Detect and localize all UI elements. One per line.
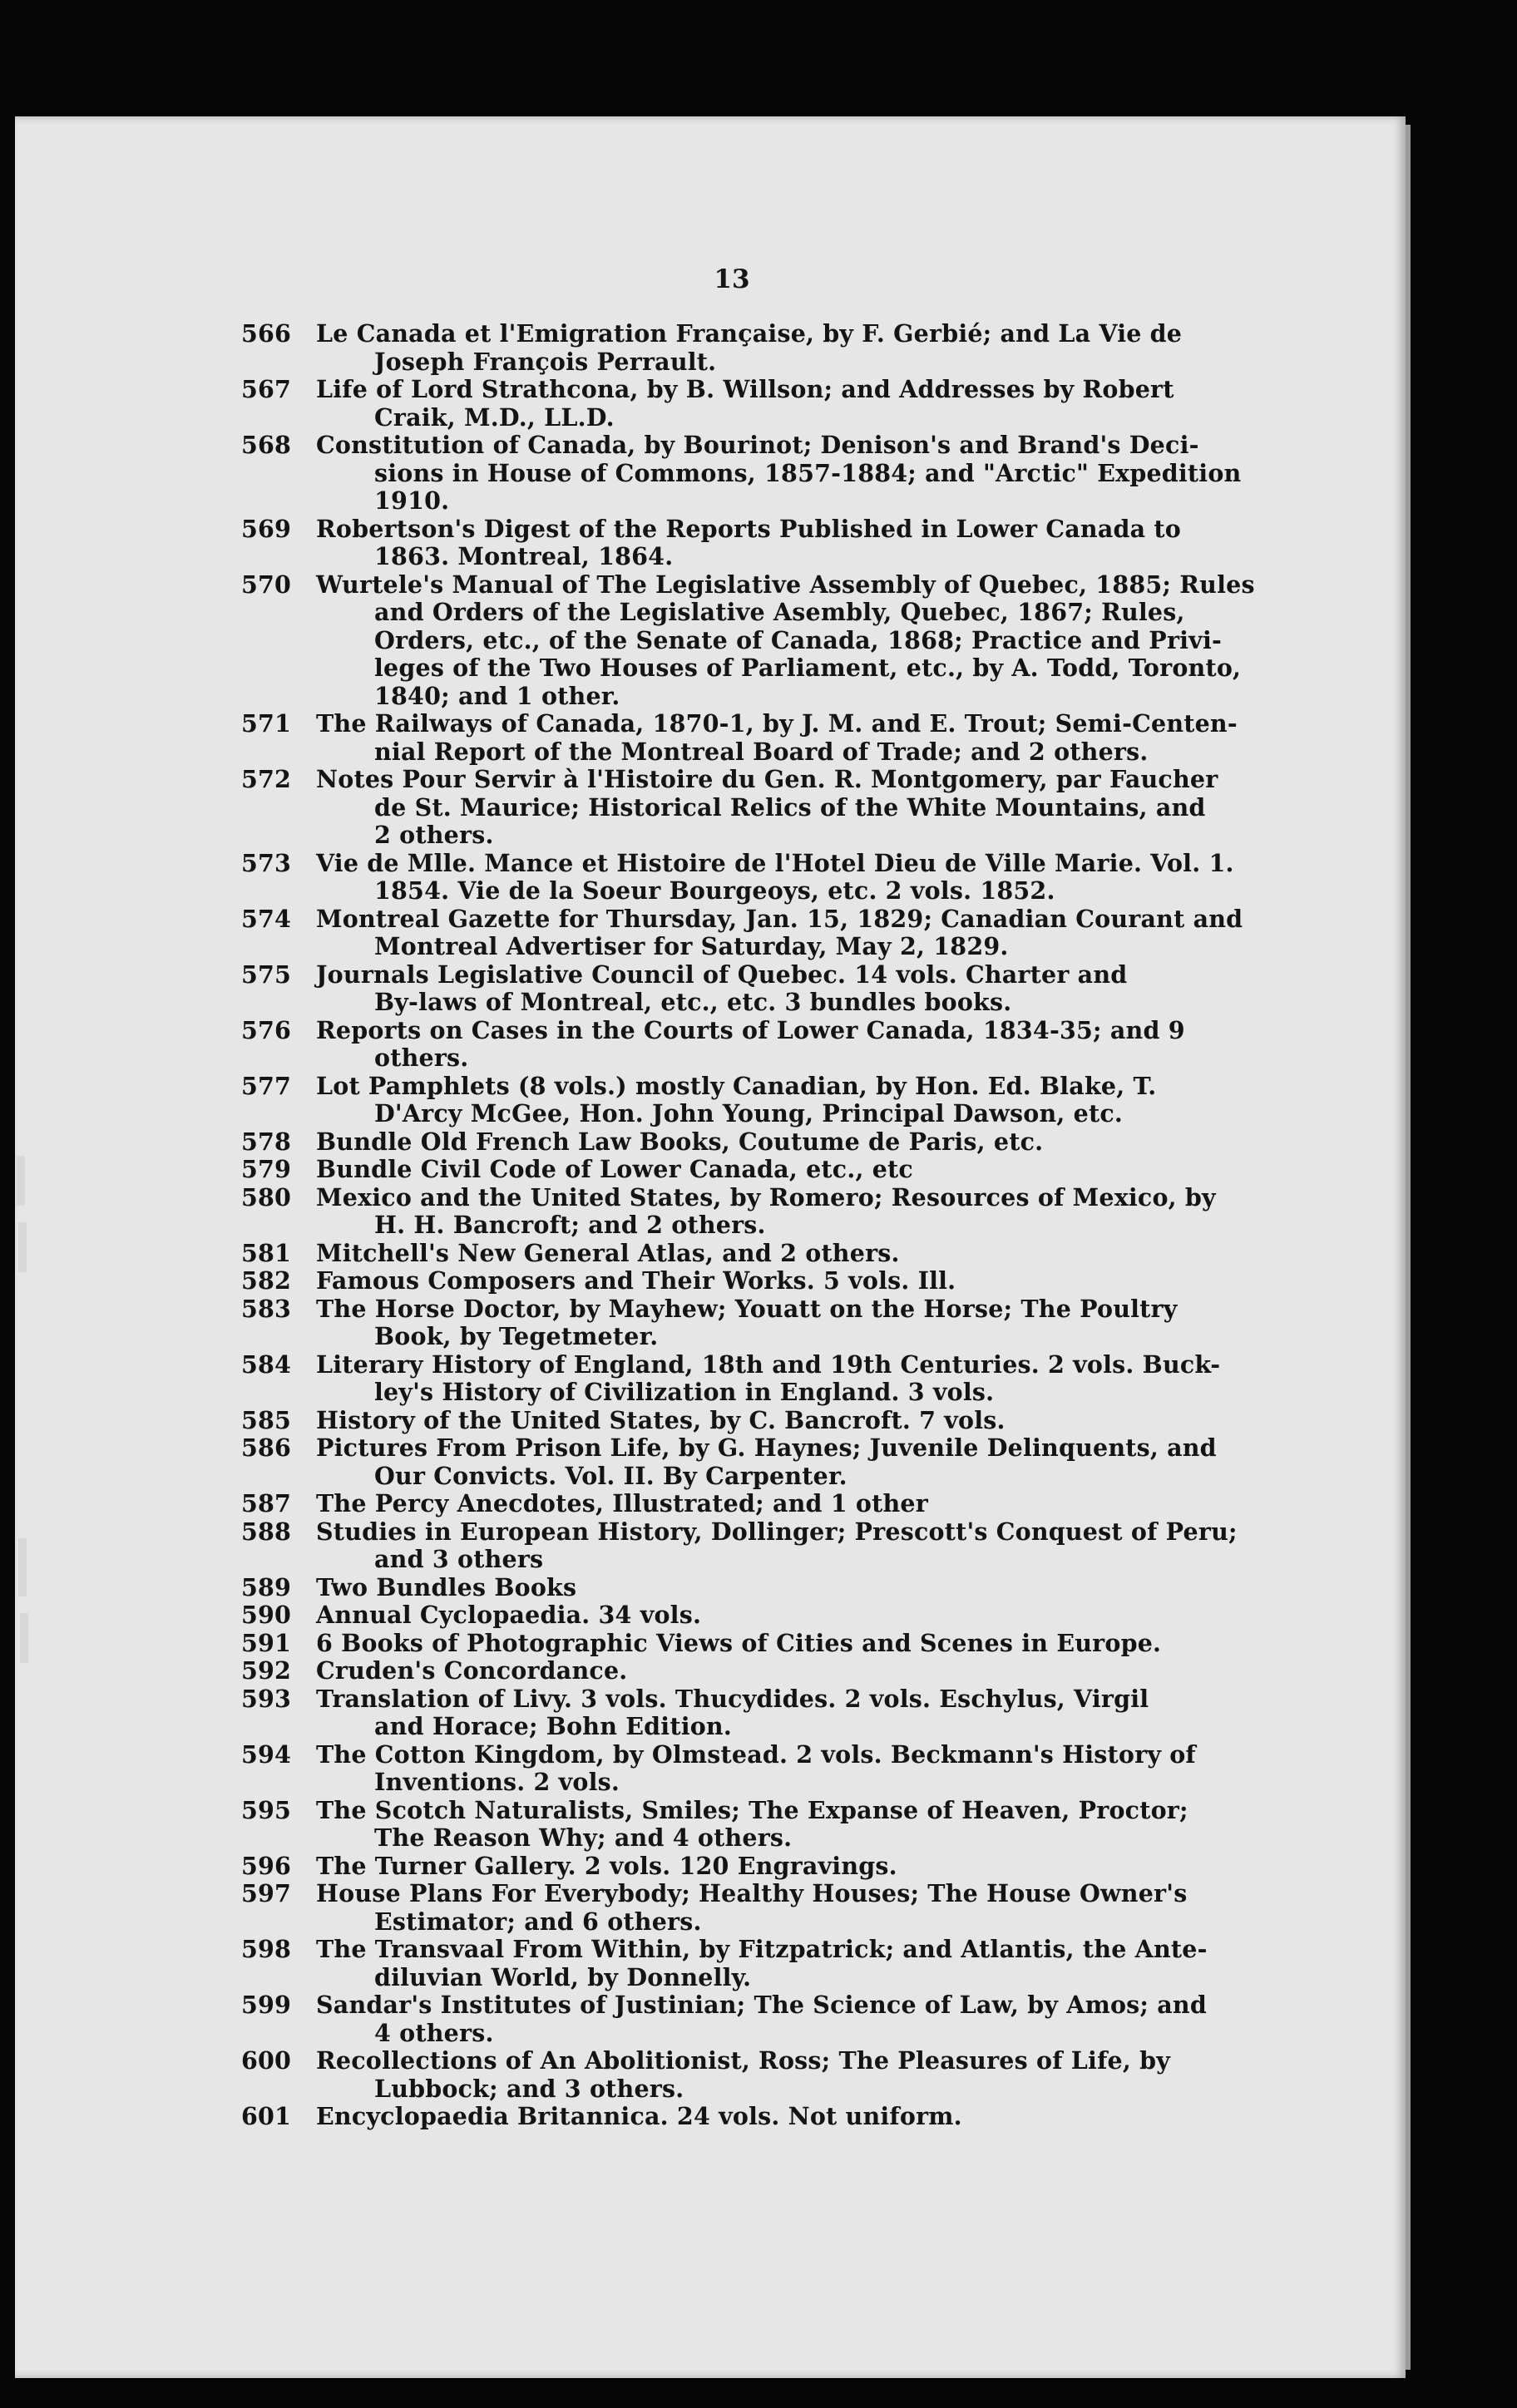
entry-line: The Percy Anecdotes, Illustrated; and 1 other <box>316 1489 928 1517</box>
entry-number: 589 <box>241 1572 292 1601</box>
entry-line: Annual Cyclopaedia. 34 vols. <box>316 1601 702 1629</box>
catalog-entry <box>241 2047 1272 2103</box>
entry-description <box>316 1073 1272 1128</box>
entry-line: and Horace; Bohn Edition. <box>374 1712 732 1740</box>
entry-description <box>316 1936 1272 1991</box>
entry-number: 585 <box>241 1405 292 1434</box>
catalog-entry <box>241 1601 1272 1630</box>
catalog-entry <box>241 432 1272 516</box>
entry-number: 569 <box>241 514 292 543</box>
catalog-entry <box>241 1407 1272 1435</box>
entry-number: 588 <box>241 1517 292 1546</box>
entry-line: 1854. Vie de la Soeur Bourgeoys, etc. 2 vols. 1852. <box>374 876 1055 905</box>
catalog-entry <box>241 1017 1272 1073</box>
scan-mark <box>18 1538 27 1596</box>
entry-number: 600 <box>241 2046 292 2075</box>
scan-mark <box>20 1613 28 1663</box>
catalog-entry <box>241 961 1272 1017</box>
scan-mark <box>18 1222 27 1272</box>
entry-line: The Horse Doctor, by Mayhew; Youatt on the Horse; The Poultry <box>316 1294 1178 1323</box>
catalog-entry <box>241 1657 1272 1685</box>
entry-line: Lot Pamphlets (8 vols.) mostly Canadian, by Hon. Ed. Blake, T. <box>316 1071 1157 1100</box>
catalog-entry <box>241 1797 1272 1853</box>
entry-description <box>316 1601 1272 1630</box>
page-number: 13 <box>714 264 750 294</box>
entry-line: Inventions. 2 vols. <box>374 1768 620 1796</box>
catalog-entry <box>241 1295 1272 1351</box>
entry-line: Studies in European History, Dollinger; Prescott's Conquest of Peru; <box>316 1517 1238 1546</box>
entry-line: 1840; and 1 other. <box>374 681 620 710</box>
entry-line: Notes Pour Servir à l'Histoire du Gen. R. Montgomery, par Faucher <box>316 765 1218 793</box>
entry-line: Robertson's Digest of the Reports Published in Lower Canada to <box>316 514 1182 543</box>
entry-number: 592 <box>241 1656 292 1685</box>
entry-line: Translation of Livy. 3 vols. Thucydides. 2 vols. Eschylus, Virgil <box>316 1684 1149 1713</box>
entry-line: The Cotton Kingdom, by Olmstead. 2 vols. Beckmann's History of <box>316 1739 1196 1769</box>
catalog-entry <box>241 2103 1272 2131</box>
catalog-entry <box>241 516 1272 571</box>
entry-number: 580 <box>241 1182 292 1211</box>
entry-line: Bundle Old French Law Books, Coutume de Paris, etc. <box>316 1127 1044 1156</box>
entry-description <box>316 1240 1272 1268</box>
catalog-entry <box>241 1073 1272 1128</box>
entry-description <box>316 1184 1272 1240</box>
entry-description <box>316 376 1272 432</box>
entry-line: Two Bundles Books <box>316 1572 577 1601</box>
entry-number: 578 <box>241 1127 292 1156</box>
entry-line: Pictures From Prison Life, by G. Haynes; Juvenile Delinquents, and <box>316 1433 1217 1462</box>
entry-description <box>316 1128 1272 1157</box>
entry-number: 576 <box>241 1015 292 1044</box>
entry-line: Our Convicts. Vol. II. By Carpenter. <box>374 1461 847 1490</box>
entry-line: Recollections of An Abolitionist, Ross; The Pleasures of Life, by <box>316 2046 1170 2075</box>
entry-line: Cruden's Concordance. <box>316 1656 628 1685</box>
entry-number: 586 <box>241 1433 292 1462</box>
entry-line: and Orders of the Legislative Asembly, Quebec, 1867; Rules, <box>374 598 1185 626</box>
entry-line: sions in House of Commons, 1857-1884; and "Arctic" Expedition <box>374 458 1242 487</box>
entry-description <box>316 1685 1272 1741</box>
entry-line: The Railways of Canada, 1870-1, by J. M. and E. Trout; Semi-Centen- <box>316 709 1238 738</box>
entry-description <box>316 850 1272 905</box>
catalog-entry <box>241 1518 1272 1574</box>
entry-description <box>316 1267 1272 1295</box>
entry-line: Lubbock; and 3 others. <box>374 2074 684 2103</box>
entry-number: 601 <box>241 2102 292 2130</box>
entry-line: Journals Legislative Council of Quebec. 14 vols. Charter and <box>316 960 1128 989</box>
entry-line: 1863. Montreal, 1864. <box>374 542 674 570</box>
entry-line: Mexico and the United States, by Romero; Resources of Mexico, by <box>316 1182 1216 1211</box>
entry-line: The Transvaal From Within, by Fitzpatrick; and Atlantis, the Ante- <box>316 1935 1208 1963</box>
catalog-entry <box>241 1128 1272 1157</box>
entry-line: 2 others. <box>374 821 494 849</box>
entry-line: Book, by Tegetmeter. <box>374 1322 659 1350</box>
entry-description <box>316 320 1272 376</box>
catalog-entry <box>241 1490 1272 1518</box>
entry-number: 594 <box>241 1739 292 1769</box>
entry-number: 597 <box>241 1879 292 1907</box>
entry-line: Orders, etc., of the Senate of Canada, 1868; Practice and Privi- <box>374 625 1222 654</box>
entry-description <box>316 1490 1272 1518</box>
entry-line: H. H. Bancroft; and 2 others. <box>374 1211 766 1239</box>
entry-description <box>316 1991 1272 2047</box>
entry-description <box>316 1407 1272 1435</box>
entry-description <box>316 2103 1272 2131</box>
entry-number: 572 <box>241 765 292 793</box>
entry-line: others. <box>374 1044 469 1072</box>
entry-line: The Reason Why; and 4 others. <box>374 1823 793 1852</box>
catalog-entry <box>241 320 1272 376</box>
entry-line: Craik, M.D., LL.D. <box>374 402 615 432</box>
catalog-entry <box>241 1184 1272 1240</box>
entry-line: By-laws of Montreal, etc., etc. 3 bundles books. <box>374 988 1012 1016</box>
catalog-entry <box>241 1880 1272 1936</box>
entry-number: 582 <box>241 1266 292 1295</box>
entry-description <box>316 516 1272 571</box>
catalog-entry <box>241 905 1272 961</box>
entry-number: 596 <box>241 1851 292 1880</box>
page-edge <box>1406 125 1411 2370</box>
entry-description <box>316 1797 1272 1853</box>
entry-line: leges of the Two Houses of Parliament, etc., by A. Todd, Toronto, <box>374 654 1242 682</box>
entry-description <box>316 1880 1272 1936</box>
entry-description <box>316 432 1272 516</box>
entry-line: Encyclopaedia Britannica. 24 vols. Not uniform. <box>316 2102 962 2130</box>
entry-description <box>316 961 1272 1017</box>
entry-line: The Scotch Naturalists, Smiles; The Expanse of Heaven, Proctor; <box>316 1795 1188 1824</box>
entry-line: History of the United States, by C. Bancroft. 7 vols. <box>316 1405 1006 1434</box>
entry-line: Famous Composers and Their Works. 5 vols. Ill. <box>316 1266 956 1295</box>
catalog-entry <box>241 1936 1272 1991</box>
entry-description <box>316 1853 1272 1881</box>
entry-number: 567 <box>241 375 292 403</box>
entry-number: 583 <box>241 1294 292 1323</box>
entry-line: Wurtele's Manual of The Legislative Assembly of Quebec, 1885; Rules <box>316 570 1255 599</box>
entry-description <box>316 1574 1272 1602</box>
entry-line: 1910. <box>374 486 450 515</box>
entry-description <box>316 1741 1272 1797</box>
entry-number: 568 <box>241 431 292 459</box>
entry-line: Joseph François Perrault. <box>374 347 717 376</box>
entry-number: 566 <box>241 319 292 348</box>
catalog-entry <box>241 1574 1272 1602</box>
catalog-entry <box>241 1991 1272 2047</box>
entry-number: 579 <box>241 1155 292 1183</box>
catalog-entry <box>241 1351 1272 1407</box>
catalog-entry <box>241 1853 1272 1881</box>
entry-line: Bundle Civil Code of Lower Canada, etc., etc <box>316 1155 913 1183</box>
entry-line: ley's History of Civilization in England. 3 vols. <box>374 1378 995 1406</box>
entry-number: 584 <box>241 1350 292 1379</box>
entry-description <box>316 905 1272 961</box>
entry-line: de St. Maurice; Historical Relics of the White Mountains, and <box>374 792 1206 822</box>
entry-description <box>316 1434 1272 1490</box>
catalog-entry <box>241 766 1272 850</box>
entry-number: 571 <box>241 709 292 738</box>
entry-line: 4 others. <box>374 2018 494 2047</box>
entry-line: The Turner Gallery. 2 vols. 120 Engravings. <box>316 1851 897 1880</box>
catalog-list <box>241 320 1272 2131</box>
entry-line: D'Arcy McGee, Hon. John Young, Principal Dawson, etc. <box>374 1099 1124 1128</box>
entry-number: 574 <box>241 904 292 933</box>
entry-number: 595 <box>241 1795 292 1824</box>
entry-description <box>316 571 1272 711</box>
entry-description <box>316 1156 1272 1184</box>
catalog-entry <box>241 710 1272 766</box>
entry-number: 598 <box>241 1935 292 1963</box>
catalog-entry <box>241 1156 1272 1184</box>
entry-line: Reports on Cases in the Courts of Lower Canada, 1834-35; and 9 <box>316 1015 1185 1044</box>
entry-line: Montreal Gazette for Thursday, Jan. 15, 1829; Canadian Courant and <box>316 904 1243 933</box>
entry-description <box>316 766 1272 850</box>
entry-line: and 3 others <box>374 1545 544 1573</box>
entry-number: 590 <box>241 1601 292 1629</box>
entry-number: 591 <box>241 1628 292 1657</box>
entry-number: 581 <box>241 1238 292 1267</box>
catalog-entry <box>241 1630 1272 1658</box>
entry-number: 570 <box>241 570 292 599</box>
entry-line: Le Canada et l'Emigration Française, by F. Gerbié; and La Vie de <box>316 319 1183 348</box>
entry-line: Literary History of England, 18th and 19th Centuries. 2 vols. Buck- <box>316 1350 1221 1379</box>
entry-description <box>316 1518 1272 1574</box>
catalog-entry <box>241 571 1272 711</box>
catalog-entry <box>241 1267 1272 1295</box>
entry-description <box>316 1657 1272 1685</box>
entry-number: 573 <box>241 848 292 877</box>
catalog-entry <box>241 1434 1272 1490</box>
entry-number: 575 <box>241 960 292 989</box>
entry-line: House Plans For Everybody; Healthy Houses; The House Owner's <box>316 1879 1188 1907</box>
entry-description <box>316 710 1272 766</box>
entry-line: Constitution of Canada, by Bourinot; Denison's and Brand's Deci- <box>316 431 1199 459</box>
catalog-entry <box>241 1741 1272 1797</box>
catalog-entry <box>241 1685 1272 1741</box>
entry-number: 587 <box>241 1489 292 1517</box>
entry-line: Estimator; and 6 others. <box>374 1907 702 1936</box>
entry-description <box>316 1295 1272 1351</box>
entry-line: Life of Lord Strathcona, by B. Willson; and Addresses by Robert <box>316 375 1174 403</box>
catalog-entry <box>241 376 1272 432</box>
entry-number: 577 <box>241 1071 292 1100</box>
entry-number: 593 <box>241 1684 292 1713</box>
entry-line: Vie de Mlle. Mance et Histoire de l'Hotel Dieu de Ville Marie. Vol. 1. <box>316 848 1234 877</box>
catalog-entry <box>241 1240 1272 1268</box>
entry-line: diluvian World, by Donnelly. <box>374 1962 752 1991</box>
entry-description <box>316 1630 1272 1658</box>
entry-description <box>316 1017 1272 1073</box>
entry-line: Montreal Advertiser for Saturday, May 2, 1829. <box>374 932 1009 960</box>
entry-description <box>316 1351 1272 1407</box>
entry-line: 6 Books of Photographic Views of Cities and Scenes in Europe. <box>316 1628 1162 1657</box>
entry-line: nial Report of the Montreal Board of Trade; and 2 others. <box>374 737 1149 766</box>
scan-mark <box>17 1156 25 1206</box>
entry-description <box>316 2047 1272 2103</box>
entry-number: 599 <box>241 1991 292 2019</box>
catalog-entry <box>241 850 1272 905</box>
entry-line: Sandar's Institutes of Justinian; The Science of Law, by Amos; and <box>316 1991 1207 2019</box>
entry-line: Mitchell's New General Atlas, and 2 others. <box>316 1238 900 1267</box>
